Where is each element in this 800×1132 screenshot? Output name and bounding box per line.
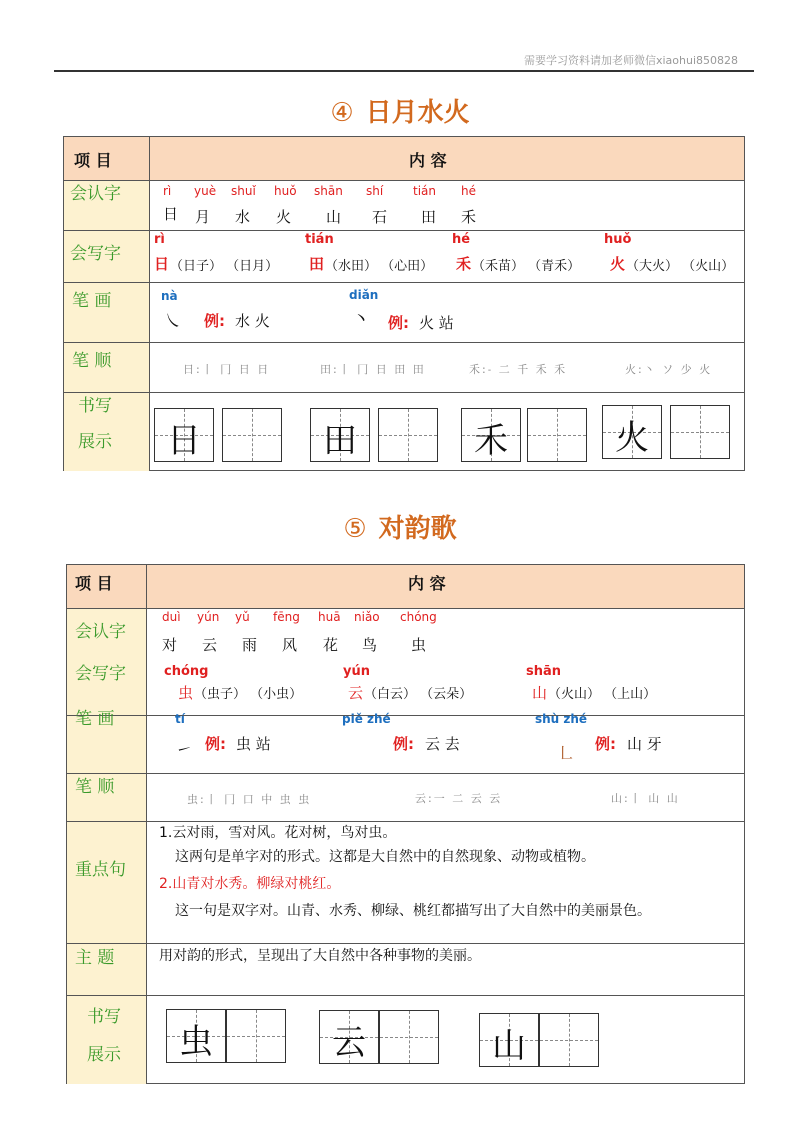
header-rule bbox=[54, 70, 754, 72]
stroke-label-cell bbox=[67, 709, 147, 774]
lesson5-title-text: 对韵歌 bbox=[378, 514, 457, 544]
grid-char: 日 bbox=[167, 421, 201, 461]
write-label-cell bbox=[64, 231, 150, 283]
example-label: 例: bbox=[204, 312, 225, 330]
writing-grid bbox=[226, 1009, 286, 1063]
order-label-cell bbox=[67, 774, 147, 822]
header-item-label: 项 目 bbox=[75, 574, 113, 593]
lesson4-number: ④ bbox=[330, 98, 354, 128]
writing-grid bbox=[319, 1010, 379, 1064]
writing-grid bbox=[479, 1013, 539, 1067]
pinyin: rì bbox=[163, 184, 172, 198]
grid-char: 禾 bbox=[474, 421, 508, 461]
pinyin: hé bbox=[452, 232, 471, 247]
character: 田 bbox=[421, 208, 437, 226]
example-label: 例: bbox=[205, 735, 226, 753]
writing-grid bbox=[154, 408, 214, 462]
recognize-label-cell bbox=[67, 609, 147, 716]
pinyin: nà bbox=[161, 289, 178, 303]
pinyin: fēng bbox=[273, 610, 300, 624]
recognize-label: 会认字 bbox=[70, 184, 121, 204]
pinyin: tián bbox=[305, 232, 334, 247]
table-header-row bbox=[64, 137, 744, 180]
theme-text: 用对韵的形式，呈现出了大自然中各种事物的美丽。 bbox=[159, 948, 481, 964]
pinyin: hé bbox=[461, 184, 476, 198]
pinyin: duì bbox=[162, 610, 181, 624]
writing-grid bbox=[378, 408, 438, 462]
write-char: 火 bbox=[610, 255, 626, 273]
word-list: （水田） （心田） bbox=[325, 259, 434, 274]
word-list: （禾苗） （青禾） bbox=[472, 259, 581, 274]
write-char: 田 bbox=[309, 255, 325, 273]
display-label-cell bbox=[67, 996, 147, 1084]
writing-grid bbox=[461, 408, 521, 462]
character: 对 bbox=[162, 636, 178, 654]
pinyin: yún bbox=[343, 664, 370, 679]
header-item-label: 项 目 bbox=[74, 151, 112, 170]
example-chars: 火 站 bbox=[419, 314, 454, 332]
pinyin: piě zhé bbox=[342, 712, 391, 726]
character: 月 bbox=[195, 208, 211, 226]
word-list: （白云） （云朵） bbox=[364, 687, 473, 702]
pinyin: diǎn bbox=[349, 288, 379, 302]
character: 山 bbox=[326, 208, 342, 226]
character: 雨 bbox=[242, 636, 258, 654]
pinyin: tián bbox=[413, 184, 436, 198]
stroke-order: 日:丨 冂 日 日 bbox=[183, 363, 271, 376]
character: 鸟 bbox=[362, 636, 378, 654]
writing-grid bbox=[527, 408, 587, 462]
pinyin: tí bbox=[175, 712, 185, 726]
display-label: 展示 bbox=[78, 432, 112, 452]
watermark: 需要学习资料请加老师微信xiaohui850828 bbox=[523, 54, 738, 67]
display-label: 展示 bbox=[87, 1045, 121, 1065]
theme-row bbox=[67, 943, 744, 996]
lesson5-number: ⑤ bbox=[343, 514, 367, 544]
pinyin: shān bbox=[526, 664, 562, 679]
header-content-label: 内 容 bbox=[408, 574, 446, 593]
grid-char: 云 bbox=[332, 1023, 366, 1063]
writing-grid bbox=[602, 405, 662, 459]
stroke-order: 虫:丨 冂 口 中 虫 虫 bbox=[187, 793, 312, 806]
stroke-order: 田:丨 冂 日 田 田 bbox=[320, 363, 426, 376]
pinyin: huā bbox=[318, 610, 341, 624]
lesson5-table bbox=[66, 564, 745, 1084]
recognize-label: 会认字 bbox=[75, 622, 126, 642]
stroke-order: 山:丨 山 山 bbox=[611, 792, 680, 805]
theme-label: 主 题 bbox=[75, 948, 115, 968]
stroke-label: 笔 画 bbox=[72, 291, 112, 311]
order-row bbox=[67, 773, 744, 822]
example-label: 例: bbox=[393, 735, 414, 753]
grid-char: 田 bbox=[323, 421, 357, 461]
header-item-cell bbox=[67, 565, 147, 608]
pinyin: huǒ bbox=[604, 232, 632, 247]
write-char: 禾 bbox=[456, 255, 472, 273]
pinyin: yún bbox=[197, 610, 220, 624]
key-sentence: 2.山青对水秀。柳绿对桃红。 bbox=[159, 876, 341, 892]
recognize-label-cell bbox=[64, 181, 150, 231]
write-char: 云 bbox=[348, 684, 364, 702]
write-char: 日 bbox=[154, 255, 170, 273]
theme-label-cell bbox=[67, 944, 147, 996]
pinyin: shān bbox=[314, 184, 343, 198]
stroke-label: 笔 画 bbox=[75, 709, 115, 729]
example-label: 例: bbox=[388, 314, 409, 332]
lesson4-title bbox=[0, 92, 800, 129]
table-header-row bbox=[67, 565, 744, 608]
header-item-cell bbox=[64, 137, 150, 180]
example-label: 例: bbox=[595, 735, 616, 753]
key-sentence-note: 这两句是单字对的形式。这都是大自然中的自然现象、动物或植物。 bbox=[175, 849, 595, 865]
shuzhe-stroke-icon: ㇗ bbox=[557, 744, 575, 765]
key-sentence-note: 这一句是双字对。山青、水秀、柳绿、桃红都描写出了大自然中的美丽景色。 bbox=[175, 903, 651, 919]
display-label-cell bbox=[64, 393, 150, 471]
write-row bbox=[64, 230, 744, 283]
grid-char: 虫 bbox=[179, 1022, 213, 1062]
write-char: 山 bbox=[532, 684, 548, 702]
pinyin: huǒ bbox=[274, 184, 297, 198]
pinyin: shuǐ bbox=[231, 184, 256, 198]
display-label: 书写 bbox=[78, 396, 112, 416]
order-row bbox=[64, 342, 744, 393]
order-label-cell bbox=[64, 343, 150, 393]
display-row bbox=[67, 995, 744, 1084]
pinyin: chóng bbox=[164, 664, 209, 679]
ti-stroke-icon: ㇀ bbox=[175, 740, 193, 761]
example-chars: 山 牙 bbox=[627, 735, 662, 753]
write-label: 会写字 bbox=[70, 244, 121, 264]
lesson5-title bbox=[0, 508, 800, 545]
writing-grid bbox=[222, 408, 282, 462]
key-sentence-row bbox=[67, 821, 744, 944]
character: 风 bbox=[282, 636, 298, 654]
stroke-order: 火:丶 ソ 少 火 bbox=[625, 363, 713, 376]
character: 云 bbox=[202, 636, 218, 654]
order-label: 笔 顺 bbox=[72, 351, 112, 371]
character: 虫 bbox=[411, 636, 427, 654]
display-label: 书写 bbox=[87, 1007, 121, 1027]
pinyin: rì bbox=[154, 232, 165, 247]
stroke-order: 云:一 二 云 云 bbox=[415, 792, 503, 805]
recognize-row bbox=[64, 180, 744, 231]
pinyin: yǔ bbox=[235, 610, 250, 624]
key-sentence-label: 重点句 bbox=[75, 860, 126, 880]
writing-grid bbox=[166, 1009, 226, 1063]
write-label: 会写字 bbox=[75, 664, 126, 684]
word-list: （大火） （火山） bbox=[626, 259, 735, 274]
character: 日 bbox=[163, 205, 179, 223]
example-chars: 云 去 bbox=[425, 735, 460, 753]
recognize-write-row bbox=[67, 608, 744, 716]
header-content-label: 内 容 bbox=[409, 151, 447, 170]
pinyin: niǎo bbox=[354, 610, 380, 624]
character: 花 bbox=[323, 636, 339, 654]
character: 石 bbox=[372, 208, 388, 226]
lesson4-table bbox=[63, 136, 745, 471]
writing-grid bbox=[310, 408, 370, 462]
dian-stroke-icon: 丶 bbox=[352, 309, 370, 330]
writing-grid bbox=[379, 1010, 439, 1064]
writing-grid bbox=[670, 405, 730, 459]
character: 水 bbox=[235, 208, 251, 226]
order-label: 笔 顺 bbox=[75, 777, 115, 797]
key-sentence-label-cell bbox=[67, 822, 147, 944]
stroke-order: 禾:˗ 二 千 禾 禾 bbox=[469, 363, 568, 376]
pinyin: yuè bbox=[194, 184, 217, 198]
writing-grid bbox=[539, 1013, 599, 1067]
na-stroke-icon: ㇏ bbox=[164, 311, 182, 332]
word-list: （日子） （日月） bbox=[170, 259, 279, 274]
pinyin: chóng bbox=[400, 610, 437, 624]
word-list: （火山） （上山） bbox=[548, 687, 657, 702]
word-list: （虫子） （小虫） bbox=[194, 687, 303, 702]
stroke-row bbox=[67, 709, 744, 774]
stroke-row bbox=[64, 282, 744, 343]
lesson4-title-text: 日月水火 bbox=[365, 98, 470, 128]
character: 禾 bbox=[461, 208, 477, 226]
grid-char: 山 bbox=[492, 1026, 526, 1066]
key-sentence: 1.云对雨，雪对风。花对树，鸟对虫。 bbox=[159, 825, 397, 841]
display-row bbox=[64, 392, 744, 471]
example-chars: 水 火 bbox=[235, 312, 270, 330]
stroke-label-cell bbox=[64, 283, 150, 343]
grid-char: 火 bbox=[615, 418, 649, 458]
write-char: 虫 bbox=[178, 684, 194, 702]
pinyin: shí bbox=[366, 184, 384, 198]
character: 火 bbox=[276, 208, 292, 226]
pinyin: shù zhé bbox=[535, 712, 588, 726]
example-chars: 虫 站 bbox=[236, 735, 271, 753]
